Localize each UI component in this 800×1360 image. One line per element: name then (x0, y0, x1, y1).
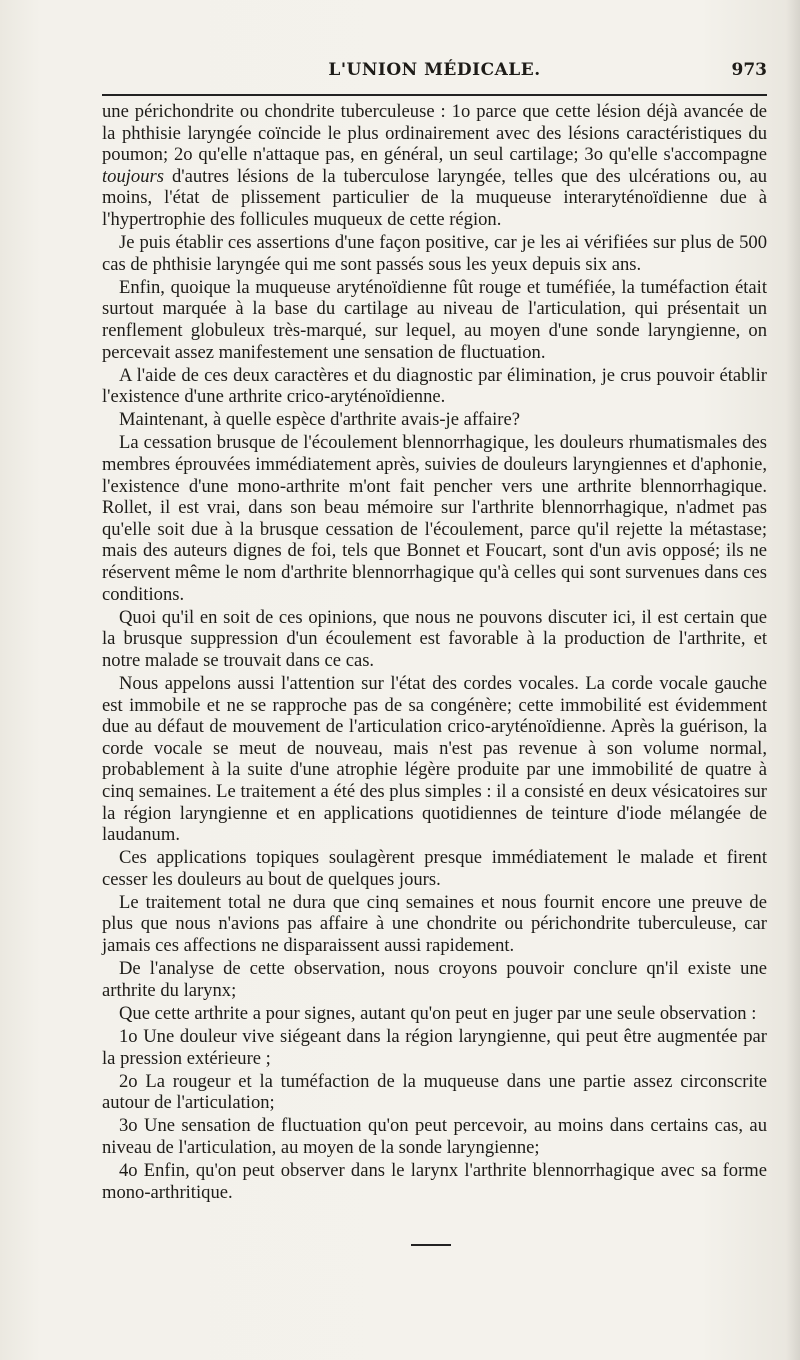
paragraph (102, 847, 767, 890)
paragraph-text: Le traitement total ne dura que cinq semaines et nous fournit encore une preuve de plus que nous n'avions pas affaire à une chondrite ou périchondrite tuberculeuse, car jamais ces affections ne disparaissent aussi rapidement. (102, 891, 767, 957)
paragraph (102, 1160, 767, 1203)
paragraph-text: 3o Une sensation de fluctuation qu'on peut percevoir, au moins dans certains cas, au niveau de l'articulation, au moyen de la sonde laryngienne; (102, 1115, 767, 1158)
paragraph-text: Enfin, quoique la muqueuse aryténoïdienne fût rouge et tuméfiée, la tuméfaction était surtout marquée à la base du cartilage au niveau de l'articulation, qui présentait un renflement globuleux très-marqué, sur lequel, au moyen d'une sonde laryngienne, on percevait assez manifestement une sensation de fluctuation. (102, 276, 767, 363)
paragraph (102, 892, 767, 957)
paragraph (102, 1071, 767, 1114)
paragraph (102, 101, 767, 231)
paragraph-text: une périchondrite ou chondrite tuberculeuse : 1o parce que cette lésion déjà avancée de la phthisie laryngée coïncide le plus ordinairement avec des lésions caractéristiques du poumon; 2o qu'elle n'attaque pas, en général, un seul cartilage; 3o qu'elle s'accompagne (102, 101, 767, 166)
header-rule (102, 94, 767, 96)
paragraph-text: Que cette arthrite a pour signes, autant qu'on peut en juger par une seule observation : (119, 1002, 757, 1024)
paragraph (102, 365, 767, 408)
paragraph (102, 673, 767, 846)
paragraph-text: Ces applications topiques soulagèrent presque immédiatement le malade et firent cesser les douleurs au bout de quelques jours. (102, 847, 767, 890)
paragraph-text: De l'analyse de cette observation, nous croyons pouvoir conclure qn'il existe une arthrite du larynx; (102, 958, 767, 1001)
paragraph (102, 958, 767, 1001)
paragraph-text: Maintenant, à quelle espèce d'arthrite avais-je affaire? (119, 409, 521, 431)
paragraph (102, 1026, 767, 1069)
paragraph (102, 607, 767, 672)
paragraph-text: Quoi qu'il en soit de ces opinions, que nous ne pouvons discuter ici, il est certain que la brusque suppression d'un écoulement est favorable à la production de l'arthrite, et notre malade se trouvait dans ce cas. (102, 606, 767, 671)
page-header (102, 60, 767, 88)
paragraph-text: 2o La rougeur et la tuméfaction de la muqueuse dans une partie assez circonscrite autour de l'articulation; (102, 1070, 767, 1114)
paragraph (102, 432, 767, 605)
running-title: L'UNION MÉDICALE. (328, 60, 541, 80)
page-edge-shadow (786, 0, 800, 1360)
paragraph (102, 1115, 767, 1158)
paragraph-text: 4o Enfin, qu'on peut observer dans le larynx l'arthrite blennorrhagique avec sa forme mono-arthritique. (102, 1160, 767, 1203)
paragraph (102, 277, 767, 363)
page-number: 973 (731, 60, 767, 80)
paragraph-text: Je puis établir ces assertions d'une façon positive, car je les ai vérifiées sur plus de 500 cas de phthisie laryngée qui me sont passés sous les yeux depuis six ans. (102, 232, 767, 275)
paragraph-text: d'autres lésions de la tuberculose laryngée, telles que des ulcérations ou, au moins, l'état de plissement particulier de la muqueuse interaryténoïdienne due à l'hypertrophie des follicules muqueux de cette région. (102, 165, 767, 230)
paragraph-text: A l'aide de ces deux caractères et du diagnostic par élimination, je crus pouvoir établir l'existence d'une arthrite crico-aryténoïdienne. (102, 364, 767, 408)
paragraph-text: Nous appelons aussi l'attention sur l'état des cordes vocales. La corde vocale gauche est immobile et ne se rapproche pas de sa congénère; cette immobilité est évidemment due au défaut de mouvement de l'articulation crico-aryténoïdienne. Après la guérison, la corde vocale se meut de nouveau, mais n'est pas revenue à son volume normal, probablement à la suite d'une atrophie légère produite par une immobilité de quatre à cinq semaines. Le traitement a été des plus simples : il a consisté en deux vésicatoires sur la région laryngienne et en applications quotidiennes de teinture d'iode mélangée de laudanum. (102, 672, 767, 846)
paragraph-text: 1o Une douleur vive siégeant dans la région laryngienne, qui peut être augmentée par la pression extérieure ; (102, 1025, 767, 1069)
italic-text: toujours (102, 165, 164, 187)
paragraph (102, 1003, 767, 1025)
article-body (102, 101, 767, 1205)
paragraph-text: La cessation brusque de l'écoulement blennorrhagique, les douleurs rhumatismales des membres éprouvées immédiatement après, suivies de douleurs laryngiennes et d'aphonie, l'existence d'une mono-arthrite m'ont fait pencher vers une arthrite blennorrhagique. Rollet, il est vrai, dans son beau mémoire sur l'arthrite blennorrhagique, n'admet pas qu'elle soit due à la brusque cessation de l'écoulement, parce qu'il rejette la métastase; mais des auteurs dignes de foi, tels que Bonnet et Foucart, sont d'un avis opposé; ils ne réservent même le nom d'arthrite blennorrhagique qu'à celles qui sont survenues dans ces conditions. (102, 432, 767, 605)
paragraph (102, 409, 767, 431)
end-rule (411, 1244, 451, 1246)
paragraph (102, 232, 767, 275)
